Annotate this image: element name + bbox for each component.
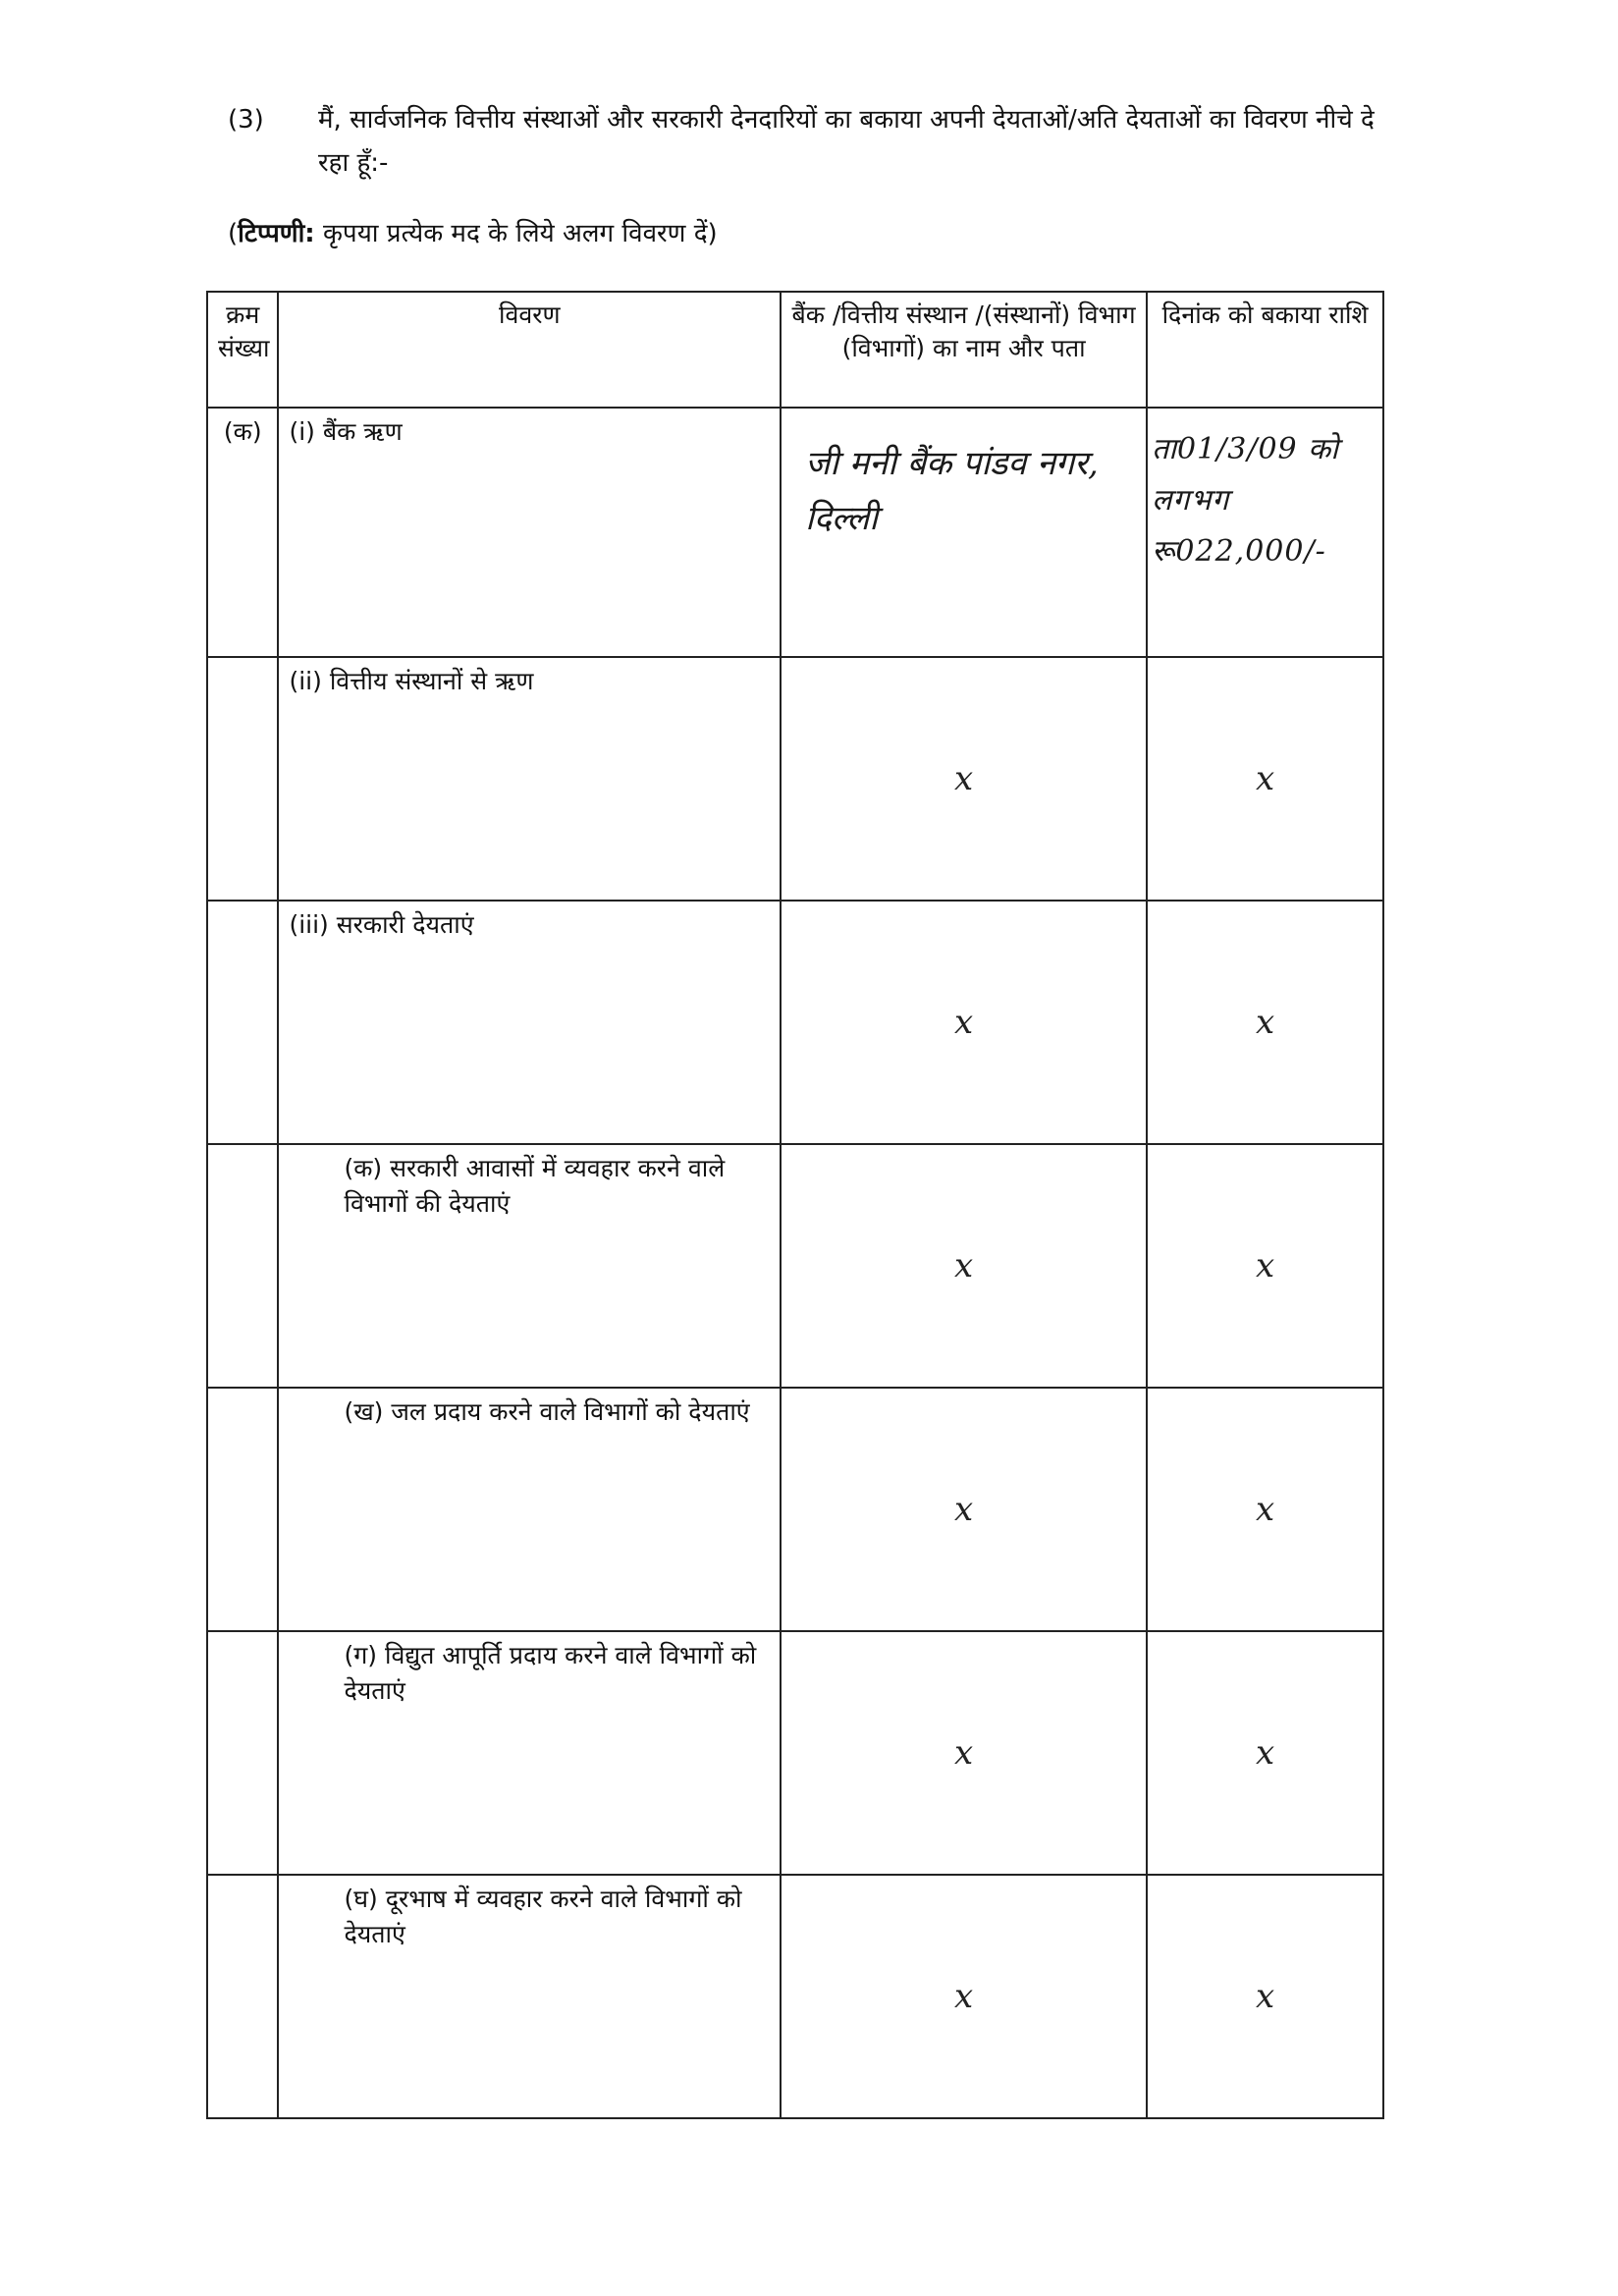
row-bank-mark: x <box>781 1144 1147 1388</box>
row-bank-mark: x <box>781 1388 1147 1631</box>
row-description: (ख) जल प्रदाय करने वाले विभागों को देयताएं <box>278 1388 781 1631</box>
table-header-row <box>207 292 1383 408</box>
row-serial <box>207 1144 278 1388</box>
header-serial: क्रम संख्या <box>207 292 278 408</box>
row-description: (ii) वित्तीय संस्थानों से ऋण <box>278 657 781 901</box>
table-row <box>207 657 1383 901</box>
row-amount-mark: x <box>1147 1875 1383 2118</box>
table-row <box>207 1875 1383 2118</box>
row-bank-handwritten: जी मनी बैंक पांडव नगर, दिल्ली <box>781 408 1147 657</box>
intro-text: मैं, सार्वजनिक वित्तीय संस्थाओं और सरकारी देनदारियों का बकाया अपनी देयताओं/अति देयताओं का विवरण नीचे दे रहा हूँ:- <box>318 105 1375 178</box>
row-serial <box>207 901 278 1144</box>
row-bank-mark: x <box>781 657 1147 901</box>
row-amount-mark: x <box>1147 1388 1383 1631</box>
liabilities-table <box>206 291 1384 2119</box>
table-row <box>207 901 1383 1144</box>
row-description: (क) सरकारी आवासों में व्यवहार करने वाले विभागों की देयताएं <box>278 1144 781 1388</box>
row-bank-mark: x <box>781 1631 1147 1875</box>
row-amount-mark: x <box>1147 657 1383 901</box>
row-amount-handwritten: ता01/3/09 को लगभग रू022,000/- <box>1147 408 1383 657</box>
table-row <box>207 408 1383 657</box>
section-number: (3) <box>228 105 264 135</box>
row-amount-mark: x <box>1147 1631 1383 1875</box>
table-row <box>207 1144 1383 1388</box>
header-bank: बैंक /वित्तीय संस्थान /(संस्थानों) विभाग (विभागों) का नाम और पता <box>781 292 1147 408</box>
row-serial <box>207 1631 278 1875</box>
row-description: (ग) विद्युत आपूर्ति प्रदाय करने वाले विभागों को देयताएं <box>278 1631 781 1875</box>
row-description: (i) बैंक ऋण <box>278 408 781 657</box>
row-amount-mark: x <box>1147 1144 1383 1388</box>
row-bank-mark: x <box>781 901 1147 1144</box>
table-row <box>207 1631 1383 1875</box>
row-amount-mark: x <box>1147 901 1383 1144</box>
header-amount: दिनांक को बकाया राशि <box>1147 292 1383 408</box>
row-serial <box>207 657 278 901</box>
header-description: विवरण <box>278 292 781 408</box>
note-label: टिप्पणी: <box>238 219 315 248</box>
row-serial: (क) <box>207 408 278 657</box>
row-serial <box>207 1388 278 1631</box>
row-description: (घ) दूरभाष में व्यवहार करने वाले विभागों को देयताएं <box>278 1875 781 2118</box>
note-open-paren: ( <box>228 219 239 248</box>
table-row <box>207 1388 1383 1631</box>
note-text: कृपया प्रत्येक मद के लिये अलग विवरण दें) <box>322 219 718 248</box>
row-description: (iii) सरकारी देयताएं <box>278 901 781 1144</box>
note-line <box>228 214 718 249</box>
row-bank-mark: x <box>781 1875 1147 2118</box>
row-serial <box>207 1875 278 2118</box>
